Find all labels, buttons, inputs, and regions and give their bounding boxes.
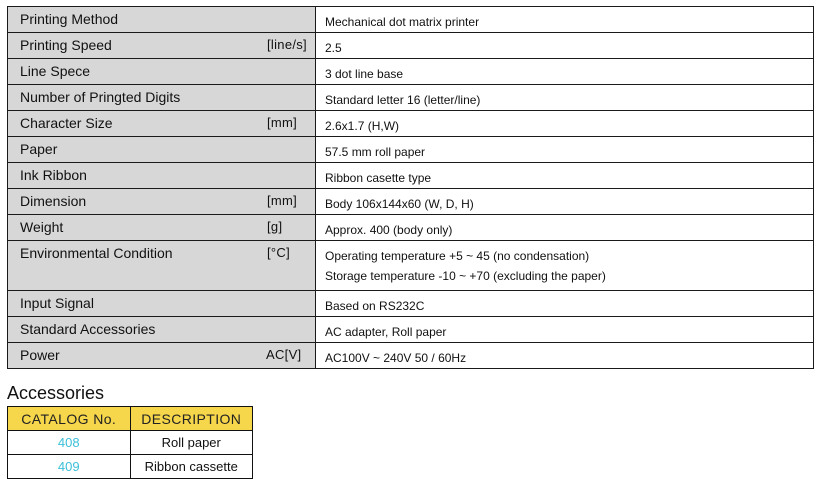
spec-value — [316, 189, 813, 214]
catalog-number-header: CATALOG No. — [8, 407, 131, 431]
spec-value-line: Mechanical dot matrix printer — [325, 15, 480, 29]
spec-label: Dimension — [20, 193, 87, 209]
spec-row — [8, 137, 814, 163]
accessories-title: Accessories — [7, 383, 105, 403]
spec-value-cell — [316, 111, 814, 137]
spec-label: Power — [20, 347, 60, 363]
spec-label-cell — [8, 215, 316, 241]
spec-value — [316, 291, 813, 316]
spec-label-cell — [8, 7, 316, 33]
spec-unit: [line/s] — [267, 37, 307, 52]
spec-label: Printing Method — [20, 11, 119, 27]
spec-value — [316, 33, 813, 58]
spec-value-line: Based on RS232C — [325, 299, 425, 313]
spec-value-line: 2.6x1.7 (H,W) — [325, 119, 400, 133]
spec-value-line: Operating temperature +5 ~ 45 (no condensation) — [325, 249, 590, 263]
accessory-description: Ribbon cassette — [130, 455, 253, 479]
spec-label-cell — [8, 85, 316, 111]
accessory-row — [8, 455, 253, 479]
spec-value-line: Standard letter 16 (letter/line) — [325, 93, 481, 107]
spec-label: Line Spece — [20, 63, 91, 79]
spec-label: Printing Speed — [20, 37, 112, 53]
spec-value-line: Storage temperature -10 ~ +70 (excluding the paper) — [325, 269, 606, 283]
spec-value-line: AC adapter, Roll paper — [325, 325, 447, 339]
spec-label: Ink Ribbon — [20, 167, 87, 183]
spec-value-line: Body 106x144x60 (W, D, H) — [325, 197, 474, 211]
spec-label: Input Signal — [20, 295, 94, 311]
spec-value-cell — [316, 7, 814, 33]
spec-row — [8, 317, 814, 343]
spec-value — [316, 241, 813, 286]
spec-row — [8, 85, 814, 111]
spec-value — [316, 163, 813, 188]
spec-label: Number of Pringted Digits — [20, 89, 181, 105]
spec-unit: [mm] — [267, 193, 298, 208]
specifications-table — [7, 6, 814, 369]
spec-value-cell — [316, 343, 814, 369]
spec-value — [316, 111, 813, 136]
spec-label: Environmental Condition — [20, 245, 173, 261]
spec-value — [316, 7, 813, 32]
accessories-header-row — [8, 407, 253, 431]
spec-label-cell — [8, 33, 316, 59]
spec-value — [316, 137, 813, 162]
spec-label: Standard Accessories — [20, 321, 156, 337]
spec-label-cell — [8, 59, 316, 85]
spec-label-cell — [8, 189, 316, 215]
spec-value-line: Approx. 400 (body only) — [325, 223, 453, 237]
spec-label-cell — [8, 137, 316, 163]
spec-row — [8, 163, 814, 189]
spec-unit: [°C] — [267, 245, 291, 260]
spec-value-cell — [316, 59, 814, 85]
spec-unit: AC[V] — [266, 347, 302, 362]
spec-label-cell — [8, 291, 316, 317]
spec-value-cell — [316, 137, 814, 163]
spec-row — [8, 189, 814, 215]
spec-row — [8, 33, 814, 59]
spec-value-line: 2.5 — [325, 41, 342, 55]
spec-unit: [g] — [267, 219, 283, 234]
spec-value — [316, 59, 813, 84]
spec-row — [8, 241, 814, 291]
spec-value-line: 57.5 mm roll paper — [325, 145, 426, 159]
accessories-table — [7, 406, 253, 479]
accessory-row — [8, 431, 253, 455]
spec-value — [316, 85, 813, 110]
spec-value-line: 3 dot line base — [325, 67, 404, 81]
spec-label: Weight — [20, 219, 64, 235]
spec-value-cell — [316, 163, 814, 189]
spec-label-cell — [8, 317, 316, 343]
catalog-number: 408 — [8, 431, 131, 455]
spec-value — [316, 215, 813, 240]
spec-value-cell — [316, 241, 814, 291]
spec-value-line: Ribbon casette type — [325, 171, 432, 185]
spec-label-cell — [8, 111, 316, 137]
spec-label-cell — [8, 163, 316, 189]
spec-value-cell — [316, 317, 814, 343]
spec-value — [316, 317, 813, 342]
spec-row — [8, 215, 814, 241]
spec-row — [8, 59, 814, 85]
accessory-description: Roll paper — [130, 431, 253, 455]
spec-row — [8, 7, 814, 33]
spec-value-cell — [316, 291, 814, 317]
spec-label-cell — [8, 241, 316, 291]
spec-unit: [mm] — [267, 115, 298, 130]
spec-value-line: AC100V ~ 240V 50 / 60Hz — [325, 351, 467, 365]
catalog-number: 409 — [8, 455, 131, 479]
spec-value-cell — [316, 189, 814, 215]
spec-value — [316, 343, 813, 368]
spec-row — [8, 291, 814, 317]
spec-value-cell — [316, 85, 814, 111]
spec-label-cell — [8, 343, 316, 369]
spec-value-cell — [316, 215, 814, 241]
description-header: DESCRIPTION — [130, 407, 253, 431]
spec-label: Character Size — [20, 115, 113, 131]
spec-row — [8, 343, 814, 369]
spec-value-cell — [316, 33, 814, 59]
spec-row — [8, 111, 814, 137]
spec-label: Paper — [20, 141, 58, 157]
